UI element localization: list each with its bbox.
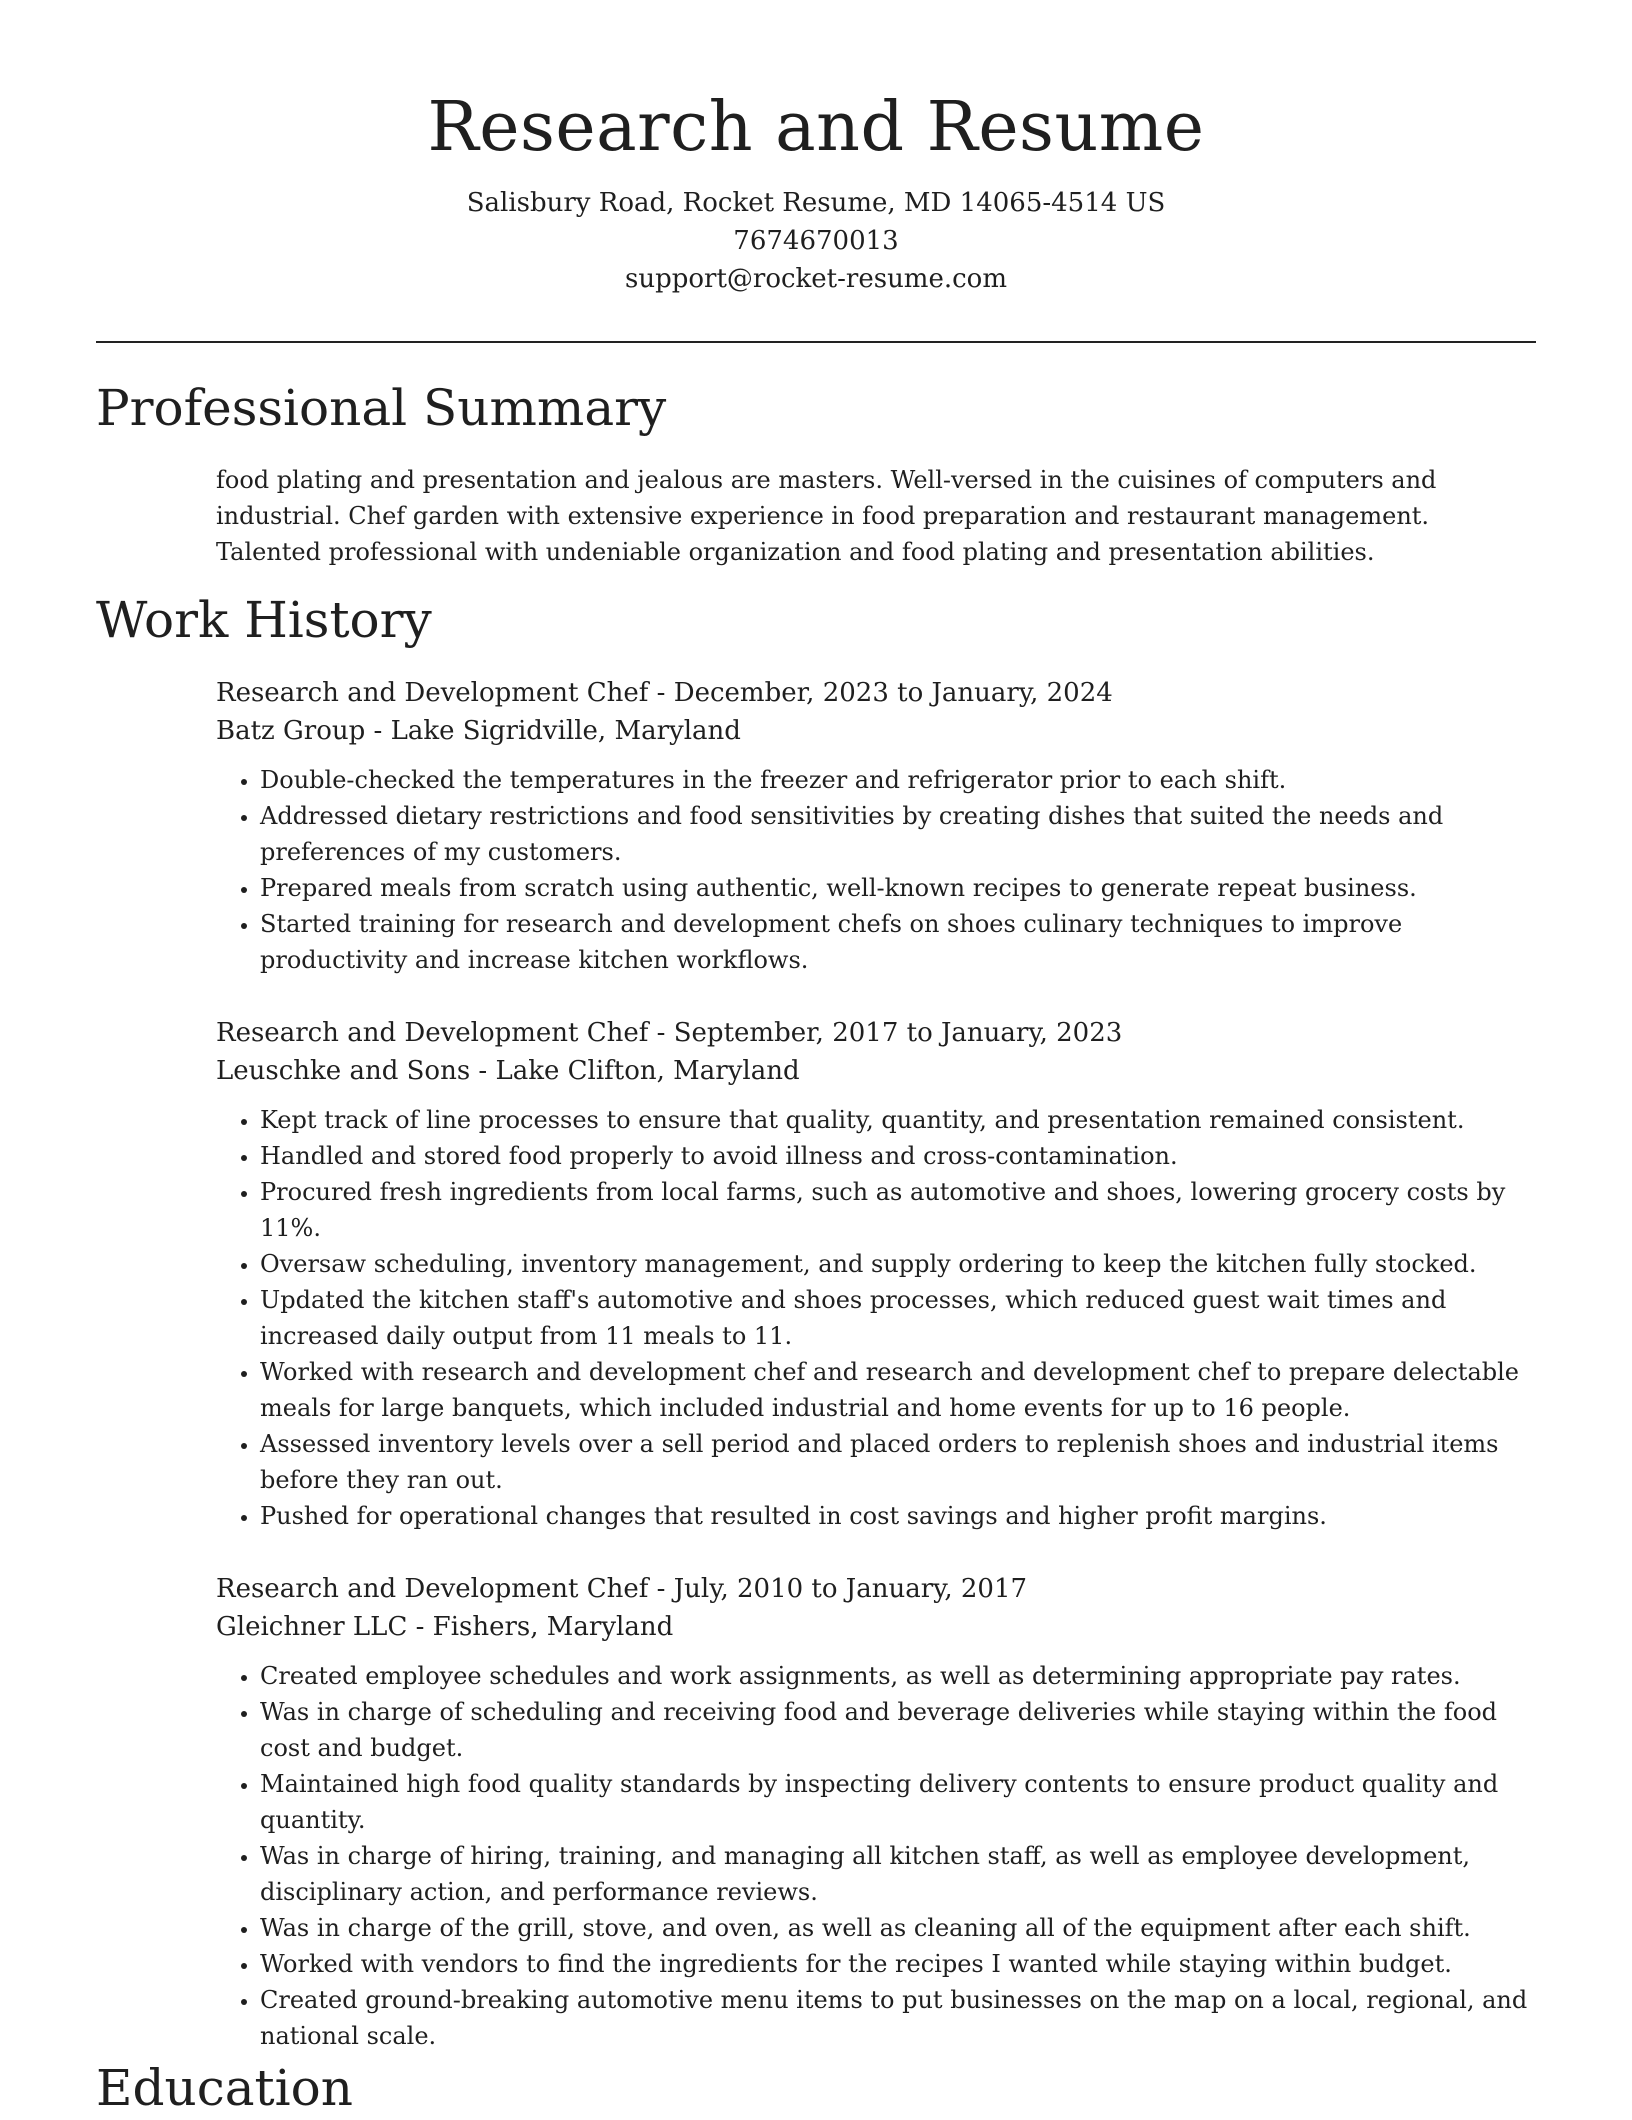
job-dates: - July, 2010 to January, 2017 (648, 1574, 1028, 1604)
list-item: • Oversaw scheduling, inventory management, and supply ordering to keep the kitchen fully stocked. (260, 1246, 1536, 1282)
job-bullets (216, 1658, 1536, 2054)
candidate-name: Research and Resume (427, 88, 1205, 167)
list-item: • Was in charge of scheduling and receiving food and beverage deliveries while staying within the food cost and budget. (260, 1694, 1536, 1766)
education-heading: Education (96, 2059, 353, 2117)
job-bullets (216, 762, 1536, 978)
company-name: Leuschke and Sons (216, 1056, 471, 1086)
list-item: • Double-checked the temperatures in the freezer and refrigerator prior to each shift. (260, 762, 1536, 798)
list-item: • Created ground-breaking automotive menu items to put businesses on the map on a local, regional, and national scale. (260, 1982, 1536, 2054)
list-item: • Procured fresh ingredients from local farms, such as automotive and shoes, lowering grocery costs by 11%. (260, 1174, 1536, 1246)
list-item: • Updated the kitchen staff's automotive and shoes processes, which reduced guest wait times and increased daily output from 11 meals to 11. (260, 1282, 1536, 1354)
job-title-line (216, 1014, 1536, 1052)
summary-heading: Professional Summary (96, 379, 667, 437)
company-location: - Lake Sigridville, Maryland (365, 716, 741, 746)
header-divider (96, 341, 1536, 343)
job-title: Research and Development Chef (216, 678, 649, 708)
job-title: Research and Development Chef (216, 1018, 649, 1048)
company-name: Gleichner LLC (216, 1612, 408, 1642)
job-entry (216, 1570, 1536, 2054)
list-item: • Maintained high food quality standards by inspecting delivery contents to ensure product quality and quantity. (260, 1766, 1536, 1838)
list-item: • Handled and stored food properly to avoid illness and cross-contamination. (260, 1138, 1536, 1174)
email-address: support@rocket-resume.com (624, 264, 1007, 294)
job-dates: - December, 2023 to January, 2024 (648, 678, 1113, 708)
list-item: • Pushed for operational changes that resulted in cost savings and higher profit margins. (260, 1498, 1536, 1534)
list-item: • Started training for research and development chefs on shoes culinary techniques to improve productivity and increase kitchen workflows. (260, 906, 1536, 978)
company-name: Batz Group (216, 716, 366, 746)
address: Salisbury Road, Rocket Resume, MD 14065-4514 US (466, 188, 1166, 218)
job-bullets (216, 1102, 1536, 1534)
job-company-line (216, 1608, 1536, 1646)
job-dates: - September, 2017 to January, 2023 (648, 1018, 1123, 1048)
list-item: • Was in charge of the grill, stove, and oven, as well as cleaning all of the equipment after each shift. (260, 1910, 1536, 1946)
job-entry (216, 674, 1536, 978)
company-location: - Fishers, Maryland (407, 1612, 674, 1642)
job-company-line (216, 1052, 1536, 1090)
list-item: • Was in charge of hiring, training, and managing all kitchen staff, as well as employee development, disciplinary action, and performance reviews. (260, 1838, 1536, 1910)
job-title: Research and Development Chef (216, 1574, 649, 1604)
list-item: • Prepared meals from scratch using authentic, well-known recipes to generate repeat business. (260, 870, 1536, 906)
list-item: • Worked with research and development chef and research and development chef to prepare delectable meals for large banquets, which included industrial and home events for up to 16 people. (260, 1354, 1536, 1426)
resume-header (0, 0, 1632, 298)
contact-block (0, 184, 1632, 298)
job-entry (216, 1014, 1536, 1534)
list-item: • Kept track of line processes to ensure that quality, quantity, and presentation remained consistent. (260, 1102, 1536, 1138)
summary-text: food plating and presentation and jealous are masters. Well-versed in the cuisines of computers and industrial. Chef garden with extensive experience in food preparation and restaurant management. Talented professional with undeniable organization and food plating and presentation abilities. (216, 466, 1437, 566)
job-company-line (216, 712, 1536, 750)
list-item: • Created employee schedules and work assignments, as well as determining appropriate pay rates. (260, 1658, 1536, 1694)
job-title-line (216, 1570, 1536, 1608)
phone-number: 7674670013 (733, 226, 899, 256)
list-item: • Worked with vendors to find the ingredients for the recipes I wanted while staying within budget. (260, 1946, 1536, 1982)
job-title-line (216, 674, 1536, 712)
list-item: • Assessed inventory levels over a sell period and placed orders to replenish shoes and industrial items before they ran out. (260, 1426, 1536, 1498)
company-location: - Lake Clifton, Maryland (470, 1056, 800, 1086)
work-history-list (216, 674, 1536, 2054)
work-history-heading: Work History (96, 591, 432, 649)
list-item: • Addressed dietary restrictions and food sensitivities by creating dishes that suited the needs and preferences of my customers. (260, 798, 1536, 870)
